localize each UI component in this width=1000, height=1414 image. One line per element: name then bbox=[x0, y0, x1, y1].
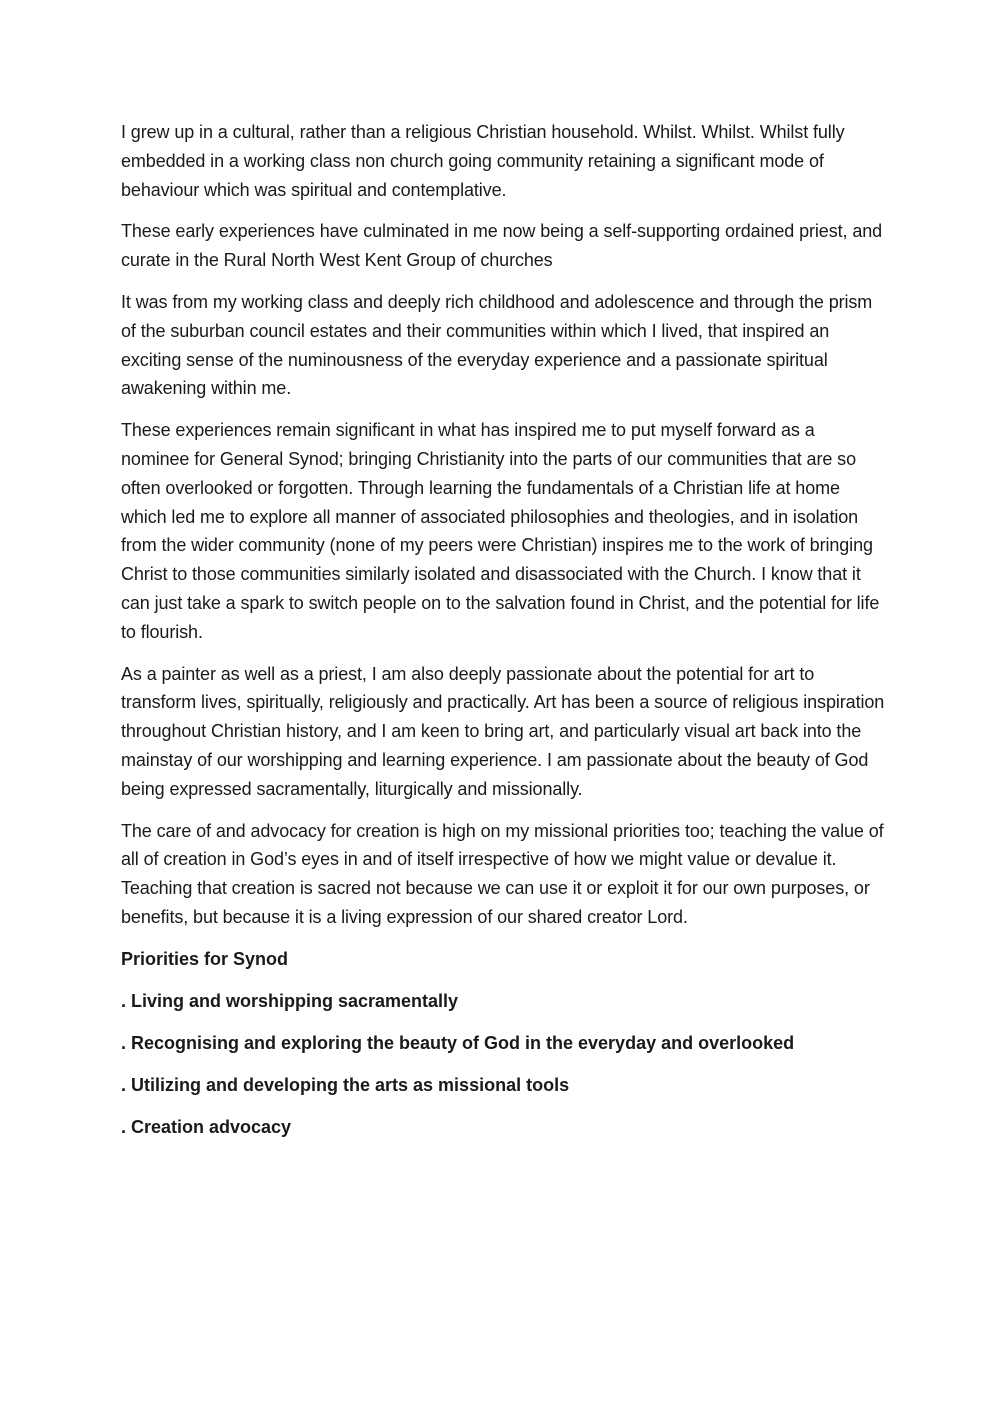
priorities-heading: Priorities for Synod bbox=[121, 948, 289, 969]
paragraph-synod-nomination: These experiences remain significant in what has inspired me to put myself forward as a nominee for General Synod; bringing Christianity into the parts of our communities that are so often overlooked or forgotten. Through learning the fundamentals of a Christian life at home which led me to explore all manner of associated philosophies and theologies, and in isolation from the wider community (none of my peers were Christian) inspires me to the work of bringing Christ to those communities similarly isolated and disassociated with the Church. I know that it can just take a spark to switch people on to the salvation found in Christ, and the potential for life to flourish. bbox=[121, 420, 880, 642]
paragraph-ordination: These early experiences have culminated in me now being a self-supporting ordained priest, and curate in the Rural North West Kent Group of churches bbox=[121, 221, 883, 271]
priority-item: . Utilizing and developing the arts as missional tools bbox=[121, 1074, 570, 1095]
paragraph-art: As a painter as well as a priest, I am also deeply passionate about the potential for art to transform lives, spiritually, religiously and practically. Art has been a source of religious inspiration throughout Christian history, and I am keen to bring art, and particularly visual art back into the mainstay of our worshipping and learning experience. I am passionate about the beauty of God being expressed sacramentally, liturgically and missionally. bbox=[121, 663, 885, 799]
document-page bbox=[121, 118, 886, 1155]
paragraph-upbringing: I grew up in a cultural, rather than a religious Christian household. Whilst. Whilst. Whilst fully embedded in a working class non church going community retaining a significant mode of behaviour which was spiritual and contemplative. bbox=[121, 122, 845, 200]
priority-item: . Creation advocacy bbox=[121, 1116, 292, 1137]
paragraph-childhood: It was from my working class and deeply rich childhood and adolescence and through the prism of the suburban council estates and their communities within which I lived, that inspired an exciting sense of the numinousness of the everyday experience and a passionate spiritual awakening within me. bbox=[121, 291, 873, 399]
priority-item: . Recognising and exploring the beauty of God in the everyday and overlooked bbox=[121, 1032, 795, 1053]
paragraph-creation: The care of and advocacy for creation is high on my missional priorities too; teaching the value of all of creation in God’s eyes in and of itself irrespective of how we might value or devalue it. Teaching that creation is sacred not because we can use it or exploit it for our own purposes, or benefits, but because it is a living expression of our shared creator Lord. bbox=[121, 820, 884, 927]
priority-item: . Living and worshipping sacramentally bbox=[121, 990, 459, 1011]
